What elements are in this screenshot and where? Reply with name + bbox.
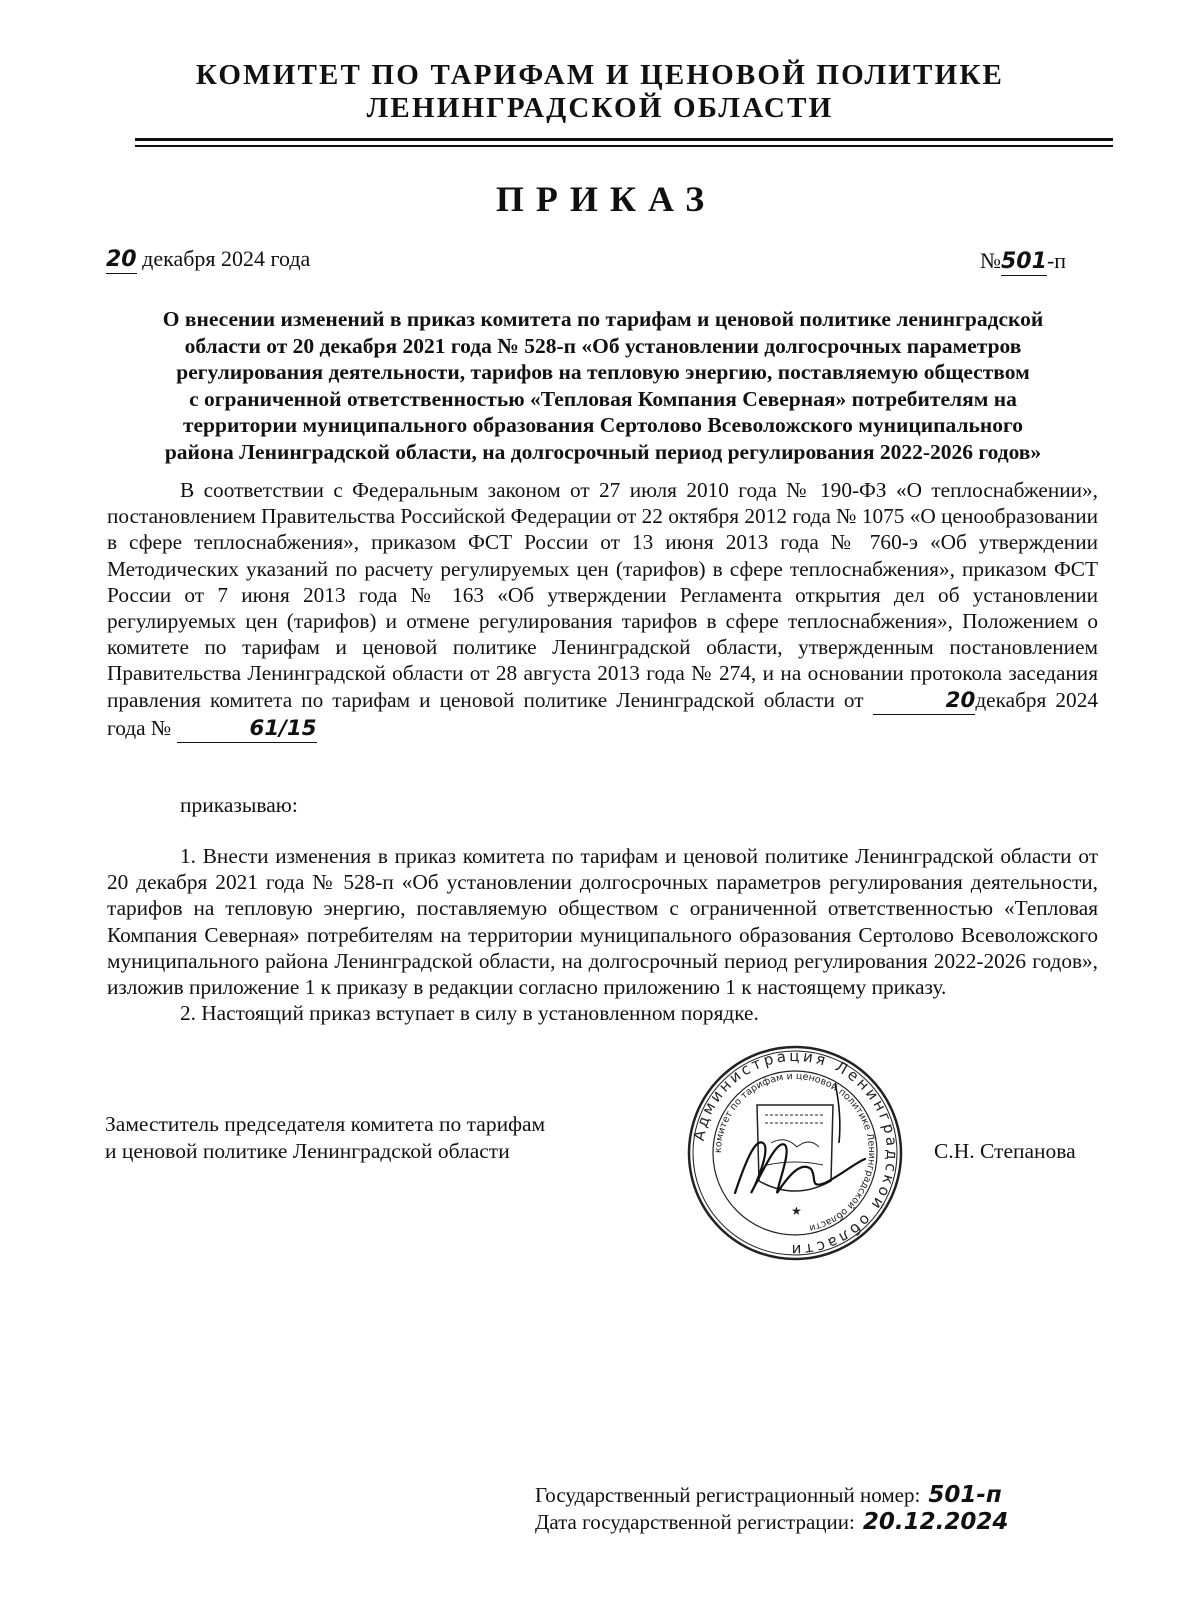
- signatory-position-line2: и ценовой политике Ленинградской области: [105, 1139, 510, 1163]
- order-number-suffix: -п: [1046, 248, 1067, 273]
- preamble: [107, 477, 1098, 743]
- registration-date-value: 20.12.2024: [862, 1509, 1009, 1535]
- order-subject: [108, 306, 1098, 466]
- header-rule-thick: [135, 138, 1113, 141]
- order-number-prefix: №: [980, 248, 1001, 273]
- order-date: [106, 246, 310, 274]
- order-item-1: 1. Внести изменения в приказ комитета по тарифам и ценовой политике Ленинградской области от 20 декабря 2021 года № 528-п «Об установлении долгосрочных параметров регулирования деятельности, тарифов на тепловую энергию, поставляемую обществом с ограниченной ответственностью «Тепловая Компания Северная» потребителям на территории муниципального образования Сертолово Всеволожского муниципального района Ленинградской области, на долгосрочный период регулирования 2022-2026 годов», изложив приложение 1 к приказу в редакции согласно приложению 1 к настоящему приказу.: [107, 844, 1098, 1000]
- official-seal: [685, 1043, 905, 1263]
- order-word: приказываю:: [180, 793, 298, 817]
- protocol-day: 20: [873, 688, 976, 715]
- subject-line: с ограниченной ответственностью «Тепловая Компания Северная» потребителям на: [189, 386, 1017, 411]
- subject-line: регулирования деятельности, тарифов на тепловую энергию, поставляемую обществом: [176, 360, 1030, 385]
- registration-number-label: Государственный регистрационный номер:: [535, 1483, 921, 1507]
- preamble-text: В соответствии с Федеральным законом от 27 июля 2010 года № 190-ФЗ «О теплоснабжении», постановлением Правительства Российской Федерации от 22 октября 2012 года № 1075 «О ценообразовании в сфере теплоснабжения», приказом ФСТ России от 13 июня 2013 года № 760-э «Об утверждении Методических указаний по расчету регулируемых цен (тарифов) в сфере теплоснабжения», приказом ФСТ России от 7 июня 2013 года № 163 «Об утверждении Регламента открытия дел об установлении регулируемых цен (тарифов) и отмене регулирования тарифов в сфере теплоснабжения», Положением о комитете по тарифам и ценовой политике Ленинградской области, утвержденным постановлением Правительства Ленинградской области от 28 августа 2013 года № 274, и на основании протокола заседания правления комитета по тарифам и ценовой политике Ленинградской области от: [107, 478, 1098, 712]
- preamble-paragraph: [107, 477, 1098, 743]
- document-type: ПРИКАЗ: [495, 179, 717, 219]
- header-rule-thin: [135, 145, 1113, 147]
- seal-star-icon: ★: [791, 1204, 802, 1218]
- order-number: [980, 248, 1066, 276]
- preamble-middle: декабря 2024 года №: [107, 687, 1098, 740]
- registration-date: [535, 1509, 1008, 1535]
- registration-date-label: Дата государственной регистрации:: [535, 1510, 855, 1534]
- subject-line: территории муниципального образования Сертолово Всеволожского муниципального: [182, 413, 1024, 438]
- order-item-2: 2. Настоящий приказ вступает в силу в установленном порядке.: [180, 1001, 759, 1026]
- order-items: [107, 843, 1098, 1026]
- subject-line: района Ленинградской области, на долгосрочный период регулирования 2022-2026 годов»: [164, 439, 1042, 464]
- seal-emblem-icon: [757, 1105, 833, 1191]
- handwritten-signature: [735, 1142, 865, 1193]
- seal-inner-text: комитет по тарифам и ценовой политике Ленинградской области: [712, 1070, 878, 1234]
- signatory-position: [105, 1111, 545, 1165]
- registration-number-value: 501-п: [928, 1482, 1002, 1508]
- signatory-position-line1: Заместитель председателя комитета по тарифам: [105, 1112, 546, 1136]
- registration-number: [535, 1482, 1002, 1508]
- committee-name-line1: КОМИТЕТ ПО ТАРИФАМ И ЦЕНОВОЙ ПОЛИТИКЕ: [195, 59, 1005, 91]
- order-date-day: 20: [106, 247, 137, 272]
- signatory-name: С.Н. Степанова: [934, 1139, 1076, 1163]
- seal-outer-text: Администрация Ленинградской области: [689, 1046, 902, 1260]
- order-date-rest: декабря 2024 года: [142, 246, 311, 271]
- protocol-number: 61/15: [177, 716, 317, 743]
- order-number-value: 501: [1001, 249, 1047, 274]
- committee-name-line2: ЛЕНИНГРАДСКОЙ ОБЛАСТИ: [366, 92, 834, 124]
- subject-line: О внесении изменений в приказ комитета по тарифам и ценовой политике ленинградской: [162, 307, 1044, 331]
- subject-line: области от 20 декабря 2021 года № 528-п «Об установлении долгосрочных параметров: [184, 333, 1022, 358]
